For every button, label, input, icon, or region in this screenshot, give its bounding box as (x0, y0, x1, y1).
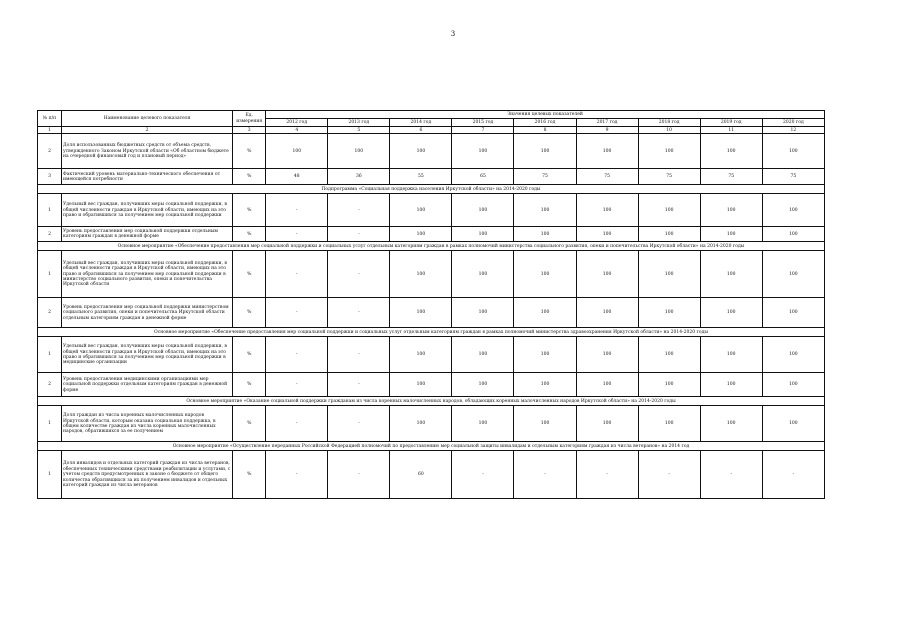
indicator-name: Доля граждан из числа коренных малочисленных народов Иркутской области, которым оказана социальная поддержка, в общем количестве граждан из числа коренных малочисленных народов, обратившихся за ее получением (62, 406, 233, 442)
value-cell: 100 (576, 194, 638, 227)
value-cell: 100 (514, 227, 576, 242)
section-heading: Основное мероприятие «Обеспечение предоставления мер социальной поддержки и социальных услуг отдельным категориям граждан в рамках полномочий министерства социального развития, опеки и попечительства Иркутской области» на 2014-2020 годы (38, 242, 825, 251)
value-cell: 100 (452, 194, 514, 227)
value-cell: 100 (576, 227, 638, 242)
section-heading-row (38, 185, 825, 194)
value-cell: 100 (638, 227, 700, 242)
row-number: 1 (38, 337, 62, 373)
section-heading-row (38, 397, 825, 406)
header-unit: Ед. измерения (233, 111, 266, 127)
unit: % (233, 251, 266, 298)
value-cell: 100 (762, 337, 824, 373)
column-number: 6 (390, 127, 452, 134)
value-cell: 100 (700, 227, 762, 242)
section-heading: Подпрограмма «Социальная поддержка населения Иркутской области» на 2014-2020 годы (38, 185, 825, 194)
table-row (38, 337, 825, 373)
section-heading: Основное мероприятие «Обеспечение предоставления мер социальной поддержки и социальных услуг отдельным категориям граждан в рамках полномочий министерства здравоохранения Иркутской области» на 2014-2020 годы (38, 328, 825, 337)
header-year: 2012 год (266, 119, 328, 127)
value-cell: 100 (762, 227, 824, 242)
table-row (38, 406, 825, 442)
value-cell: 100 (638, 406, 700, 442)
value-cell: 100 (700, 134, 762, 169)
table-row (38, 451, 825, 499)
column-number: 11 (700, 127, 762, 134)
value-cell: 100 (514, 373, 576, 397)
value-cell: 100 (638, 251, 700, 298)
value-cell: 100 (452, 406, 514, 442)
value-cell: 100 (390, 406, 452, 442)
row-number: 2 (38, 134, 62, 169)
value-cell: 100 (452, 251, 514, 298)
column-number: 4 (266, 127, 328, 134)
value-cell: 100 (514, 134, 576, 169)
value-cell: - (762, 451, 824, 499)
table-body (38, 134, 825, 499)
value-cell: 100 (762, 406, 824, 442)
table-row (38, 251, 825, 298)
indicator-name: Удельный вес граждан, получивших меры социальной поддержки, в общей численности граждан в Иркутской области, имеющих на это право и обратившихся за получением мер социальной поддержки (62, 194, 233, 227)
value-cell: 75 (576, 169, 638, 185)
section-heading: Основное мероприятие «Осуществление переданных Российской Федерацией полномочий по предоставлению мер социальной защиты инвалидам и отдельным категориям граждан из числа ветеранов» на 2014 год (38, 442, 825, 451)
value-cell: 75 (762, 169, 824, 185)
column-number: 5 (328, 127, 390, 134)
value-cell: 100 (514, 406, 576, 442)
section-heading-row (38, 442, 825, 451)
header-year: 2014 год (390, 119, 452, 127)
column-number: 9 (576, 127, 638, 134)
header-year: 2020 год (762, 119, 824, 127)
value-cell: 75 (638, 169, 700, 185)
value-cell: 100 (700, 251, 762, 298)
header-year: 2017 год (576, 119, 638, 127)
indicator-name: Уровень предоставления мер социальной поддержки отдельным категориям граждан в денежной форме (62, 227, 233, 242)
indicator-name: Фактический уровень материально-технического обеспечения от имеющейся потребности (62, 169, 233, 185)
value-cell: 100 (266, 134, 328, 169)
value-cell: - (700, 451, 762, 499)
value-cell: 100 (390, 337, 452, 373)
table-row (38, 169, 825, 185)
column-number: 2 (62, 127, 233, 134)
value-cell: 100 (452, 373, 514, 397)
value-cell: 100 (700, 298, 762, 328)
unit: % (233, 298, 266, 328)
value-cell: 100 (700, 337, 762, 373)
unit: % (233, 406, 266, 442)
value-cell: 100 (762, 373, 824, 397)
value-cell: 100 (762, 251, 824, 298)
indicator-name: Уровень предоставления мер социальной поддержки министерством социального развития, опеки и попечительства Иркутской области отдельным категориям граждан в денежной форме (62, 298, 233, 328)
header-year: 2015 год (452, 119, 514, 127)
value-cell: 100 (452, 337, 514, 373)
value-cell: - (328, 337, 390, 373)
section-heading: Основное мероприятие «Оказание социальной поддержки гражданам из числа коренных малочисленных народов, обладающих коренных малочисленных народов Иркутской области» на 2014-2020 годы (38, 397, 825, 406)
unit: % (233, 227, 266, 242)
value-cell: 100 (700, 194, 762, 227)
value-cell: 100 (452, 227, 514, 242)
table-row (38, 134, 825, 169)
indicator-name: Удельный вес граждан, получивших меры социальной поддержки, в общей численности граждан в Иркутской области, имеющих на это право и обратившихся за получением мер социальной поддержки в министерство социального развития, опеки и попечительства Иркутской области (62, 251, 233, 298)
unit: % (233, 134, 266, 169)
value-cell: 100 (514, 194, 576, 227)
value-cell: - (328, 451, 390, 499)
value-cell: - (266, 451, 328, 499)
value-cell: - (266, 227, 328, 242)
column-number: 3 (233, 127, 266, 134)
value-cell: 100 (452, 134, 514, 169)
value-cell: 55 (390, 169, 452, 185)
value-cell: 48 (266, 169, 328, 185)
unit: % (233, 451, 266, 499)
value-cell: - (638, 451, 700, 499)
value-cell: - (266, 194, 328, 227)
value-cell: 100 (514, 298, 576, 328)
row-number: 1 (38, 451, 62, 499)
table-row (38, 298, 825, 328)
value-cell: - (514, 451, 576, 499)
value-cell: - (328, 194, 390, 227)
value-cell: - (328, 406, 390, 442)
row-number: 1 (38, 194, 62, 227)
value-cell: 36 (328, 169, 390, 185)
value-cell: - (328, 298, 390, 328)
value-cell: 100 (762, 298, 824, 328)
value-cell: 65 (452, 169, 514, 185)
indicator-name: Уровень предоставления медицинскими организациями мер социальной поддержки отдельным категориям граждан в денежной форме (62, 373, 233, 397)
value-cell: 100 (390, 373, 452, 397)
section-heading-row (38, 242, 825, 251)
value-cell: 75 (700, 169, 762, 185)
value-cell: 100 (576, 337, 638, 373)
column-number: 7 (452, 127, 514, 134)
value-cell: 100 (514, 337, 576, 373)
unit: % (233, 373, 266, 397)
value-cell: 100 (700, 373, 762, 397)
value-cell: 100 (576, 251, 638, 298)
column-number: 12 (762, 127, 824, 134)
row-number: 1 (38, 251, 62, 298)
value-cell: - (452, 451, 514, 499)
value-cell: - (266, 251, 328, 298)
header-year: 2018 год (638, 119, 700, 127)
header-year: 2016 год (514, 119, 576, 127)
value-cell: 100 (328, 134, 390, 169)
value-cell: 100 (638, 373, 700, 397)
value-cell: 100 (762, 194, 824, 227)
value-cell: 100 (390, 251, 452, 298)
value-cell: - (328, 227, 390, 242)
header-name: Наименование целевого показателя (62, 111, 233, 127)
value-cell: 100 (514, 251, 576, 298)
value-cell: - (328, 373, 390, 397)
value-cell: 100 (390, 298, 452, 328)
value-cell: 100 (762, 134, 824, 169)
value-cell: 100 (638, 337, 700, 373)
section-heading-row (38, 328, 825, 337)
value-cell: 100 (700, 406, 762, 442)
indicator-name: Доля инвалидов и отдельных категорий граждан из числа ветеранов, обеспеченных техническими средствами реабилитации и услугами, с учетом средств предусмотренных в законе о бюджете от общего количества обратившихся за их получением инвалидов и отдельных категорий граждан из числа ветеранов (62, 451, 233, 499)
value-cell: 100 (390, 227, 452, 242)
row-number: 1 (38, 406, 62, 442)
value-cell: 100 (576, 298, 638, 328)
value-cell: - (266, 373, 328, 397)
value-cell: 75 (514, 169, 576, 185)
unit: % (233, 169, 266, 185)
value-cell: 100 (452, 298, 514, 328)
value-cell: 100 (390, 194, 452, 227)
value-cell: 60 (390, 451, 452, 499)
indicator-name: Удельный вес граждан, получивших меры социальной поддержки, в общей численности граждан в Иркутской области, имеющих на это право и обратившихся за получением мер социальной поддержки в медицинские организации (62, 337, 233, 373)
row-number: 3 (38, 169, 62, 185)
value-cell: - (266, 406, 328, 442)
row-number: 2 (38, 373, 62, 397)
table-row (38, 194, 825, 227)
value-cell: 100 (638, 134, 700, 169)
page-number: 3 (450, 30, 456, 38)
indicator-name: Доля использованных бюджетных средств от объема средств, утвержденного Законом Иркутской области «Об областном бюджете на очередной финансовый год и плановый период» (62, 134, 233, 169)
value-cell: - (266, 337, 328, 373)
value-cell: 100 (390, 134, 452, 169)
table-row (38, 373, 825, 397)
row-number: 2 (38, 298, 62, 328)
value-cell: 100 (576, 373, 638, 397)
table-row (38, 227, 825, 242)
header-num: № п/п (38, 111, 62, 127)
value-cell: - (266, 298, 328, 328)
value-cell: 100 (576, 406, 638, 442)
value-cell: 100 (638, 298, 700, 328)
value-cell: 100 (638, 194, 700, 227)
indicators-table (37, 110, 825, 499)
row-number: 2 (38, 227, 62, 242)
header-values-group: Значения целевых показателей (266, 111, 825, 119)
value-cell: - (328, 251, 390, 298)
value-cell: - (576, 451, 638, 499)
value-cell: 100 (576, 134, 638, 169)
unit: % (233, 337, 266, 373)
header-year: 2019 год (700, 119, 762, 127)
column-number: 10 (638, 127, 700, 134)
column-number: 1 (38, 127, 62, 134)
column-number: 8 (514, 127, 576, 134)
header-year: 2013 год (328, 119, 390, 127)
unit: % (233, 194, 266, 227)
